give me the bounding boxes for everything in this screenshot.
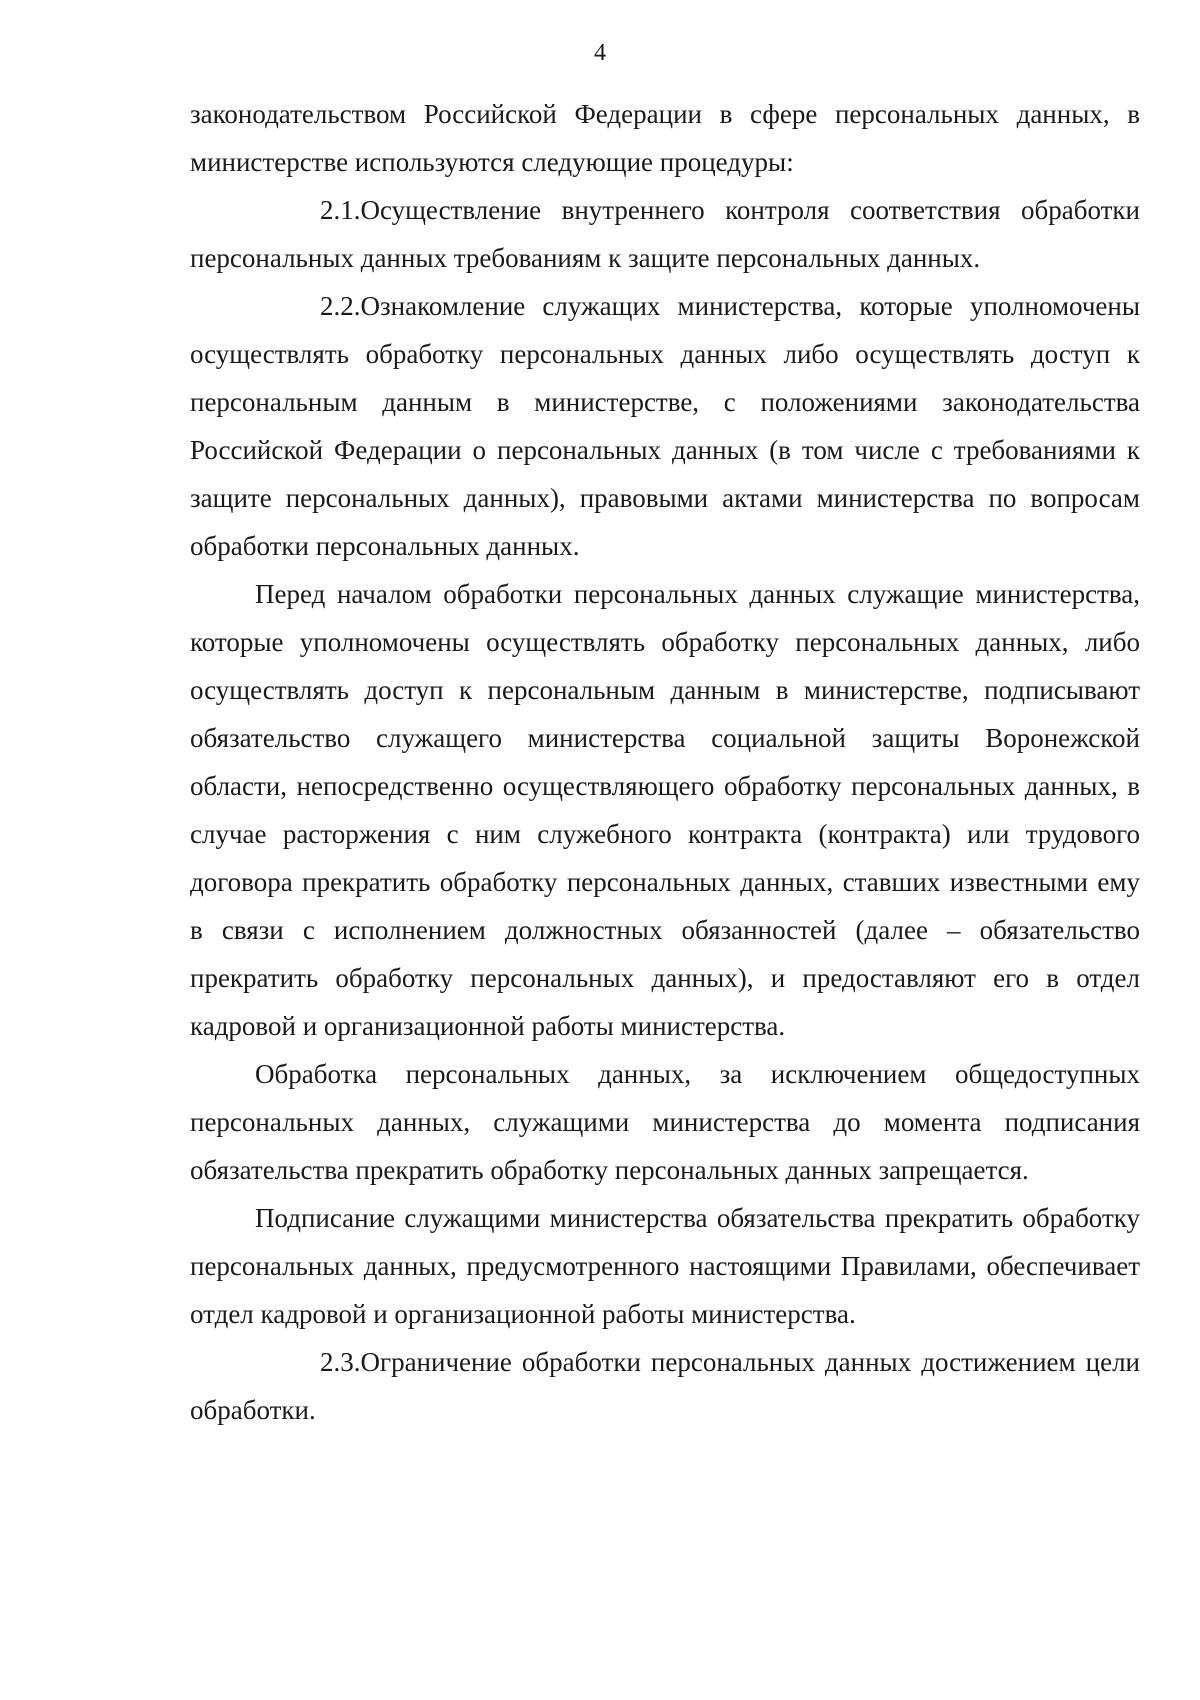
- paragraph-text: Обработка персональных данных, за исключением общедоступных персональных данных, служащими министерства до момента подписания обязательства прекратить обработку персональных данных запрещается.: [190, 1059, 1140, 1185]
- paragraph-text: Перед началом обработки персональных данных служащие министерства, которые уполномочены осуществлять обработку персональных данных, либо осуществлять доступ к персональным данным в министерстве, подписывают обязательство служащего министерства социальной защиты Воронежской области, непосредственно осуществляющего обработку персональных данных, в случае расторжения с ним служебного контракта (контракта) или трудового договора прекратить обработку персональных данных, ставших известными ему в связи с исполнением должностных обязанностей (далее – обязательство прекратить обработку персональных данных), и предоставляют его в отдел кадровой и организационной работы министерства.: [190, 579, 1140, 1041]
- paragraph-2-1: [190, 186, 1140, 282]
- paragraph-2-3: [190, 1338, 1140, 1434]
- paragraph-2-2: [190, 282, 1140, 570]
- paragraph-obligation-signing: [190, 570, 1140, 1050]
- paragraph-text: Осуществление внутреннего контроля соответствия обработки персональных данных требованиям к защите персональных данных.: [190, 195, 1140, 273]
- paragraph-text: Подписание служащими министерства обязательства прекратить обработку персональных данных, предусмотренного настоящими Правилами, обеспечивает отдел кадровой и организационной работы министерства.: [190, 1203, 1140, 1329]
- paragraph-text: Ограничение обработки персональных данных достижением цели обработки.: [190, 1347, 1140, 1425]
- page-number: 4: [594, 40, 606, 66]
- document-body: [190, 90, 1140, 1434]
- paragraph-signing-responsibility: [190, 1194, 1140, 1338]
- paragraph-number: 2.2.: [320, 291, 361, 321]
- paragraph-text: Ознакомление служащих министерства, которые уполномочены осуществлять обработку персональных данных либо осуществлять доступ к персональным данным в министерстве, с положениями законодательства Российской Федерации о персональных данных (в том числе с требованиями к защите персональных данных), правовыми актами министерства по вопросам обработки персональных данных.: [190, 291, 1140, 561]
- paragraph-continuation: [190, 90, 1140, 186]
- paragraph-processing-prohibition: [190, 1050, 1140, 1194]
- paragraph-number: 2.1.: [320, 195, 361, 225]
- paragraph-text: законодательством Российской Федерации в сфере персональных данных, в министерстве используются следующие процедуры:: [190, 99, 1140, 177]
- paragraph-number: 2.3.: [320, 1347, 361, 1377]
